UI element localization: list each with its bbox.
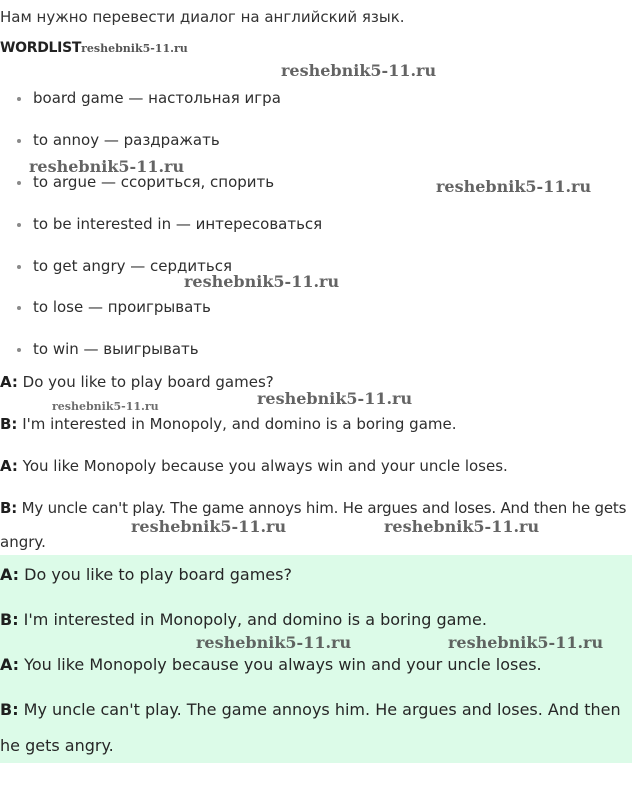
watermark: reshebnik5-11.ru (281, 61, 437, 80)
dialog-line (0, 565, 292, 585)
watermark: reshebnik5-11.ru (131, 517, 287, 536)
dialog-line-text: Do you like to play board games? (19, 565, 292, 584)
dialog-line-text: I'm interested in Monopoly, and domino is a boring game. (17, 415, 457, 433)
wordlist-item-text: board game — настольная игра (33, 89, 281, 107)
intro-text: Нам нужно перевести диалог на английский язык. (0, 8, 405, 26)
speaker-label: A: (0, 655, 20, 674)
dialog-line-text: My uncle can't play. The game annoys him. He argues and loses. And then he gets (17, 499, 627, 517)
bullet-icon (17, 265, 21, 269)
wordlist-item-text: to annoy — раздражать (33, 131, 220, 149)
speaker-label: A: (0, 373, 18, 391)
wordlist-item-text: to win — выигрывать (33, 340, 199, 358)
dialog-line (0, 655, 542, 675)
watermark: reshebnik5-11.ru (384, 517, 540, 536)
wordlist-heading (0, 40, 188, 56)
dialog-line-text: Do you like to play board games? (17, 373, 274, 391)
wordlist-item-text: to lose — проигрывать (33, 298, 211, 316)
dialog-line (0, 456, 508, 476)
bullet-icon (17, 223, 21, 227)
dialog-line (0, 498, 626, 518)
dialog-line-continuation: angry. (0, 533, 46, 551)
bullet-icon (17, 97, 21, 101)
dialog-line-text: I'm interested in Monopoly, and domino is a boring game. (18, 610, 487, 629)
wordlist-item-text: to be interested in — интересоваться (33, 215, 323, 233)
bullet-icon (17, 181, 21, 185)
dialog-line-text: You like Monopoly because you always win and your uncle loses. (17, 457, 508, 475)
watermark: reshebnik5-11.ru (436, 177, 592, 196)
watermark-inline: reshebnik5-11.ru (81, 42, 188, 55)
speaker-label: A: (0, 457, 18, 475)
speaker-label: B: (0, 415, 18, 433)
dialog-line-continuation: he gets angry. (0, 736, 114, 755)
watermark: reshebnik5-11.ru (184, 272, 340, 291)
dialog-line (0, 700, 621, 720)
dialog-line (0, 414, 457, 434)
wordlist-item-text: to argue — ссориться, спорить (33, 173, 275, 191)
watermark: reshebnik5-11.ru (448, 633, 604, 652)
dialog-line (0, 372, 274, 392)
dialog-line-text: My uncle can't play. The game annoys him. He argues and loses. And then (18, 700, 621, 719)
bullet-icon (17, 348, 21, 352)
speaker-label: B: (0, 499, 18, 517)
watermark: reshebnik5-11.ru (29, 157, 185, 176)
speaker-label: B: (0, 700, 19, 719)
speaker-label: B: (0, 610, 19, 629)
watermark: reshebnik5-11.ru (52, 400, 159, 413)
dialog-line (0, 610, 487, 630)
watermark: reshebnik5-11.ru (196, 633, 352, 652)
wordlist-title: WORDLIST (0, 40, 82, 56)
bullet-icon (17, 139, 21, 143)
watermark: reshebnik5-11.ru (257, 389, 413, 408)
dialog-line-text: You like Monopoly because you always win and your uncle loses. (19, 655, 542, 674)
bullet-icon (17, 306, 21, 310)
speaker-label: A: (0, 565, 20, 584)
wordlist-item-text: to get angry — сердиться (33, 257, 232, 275)
